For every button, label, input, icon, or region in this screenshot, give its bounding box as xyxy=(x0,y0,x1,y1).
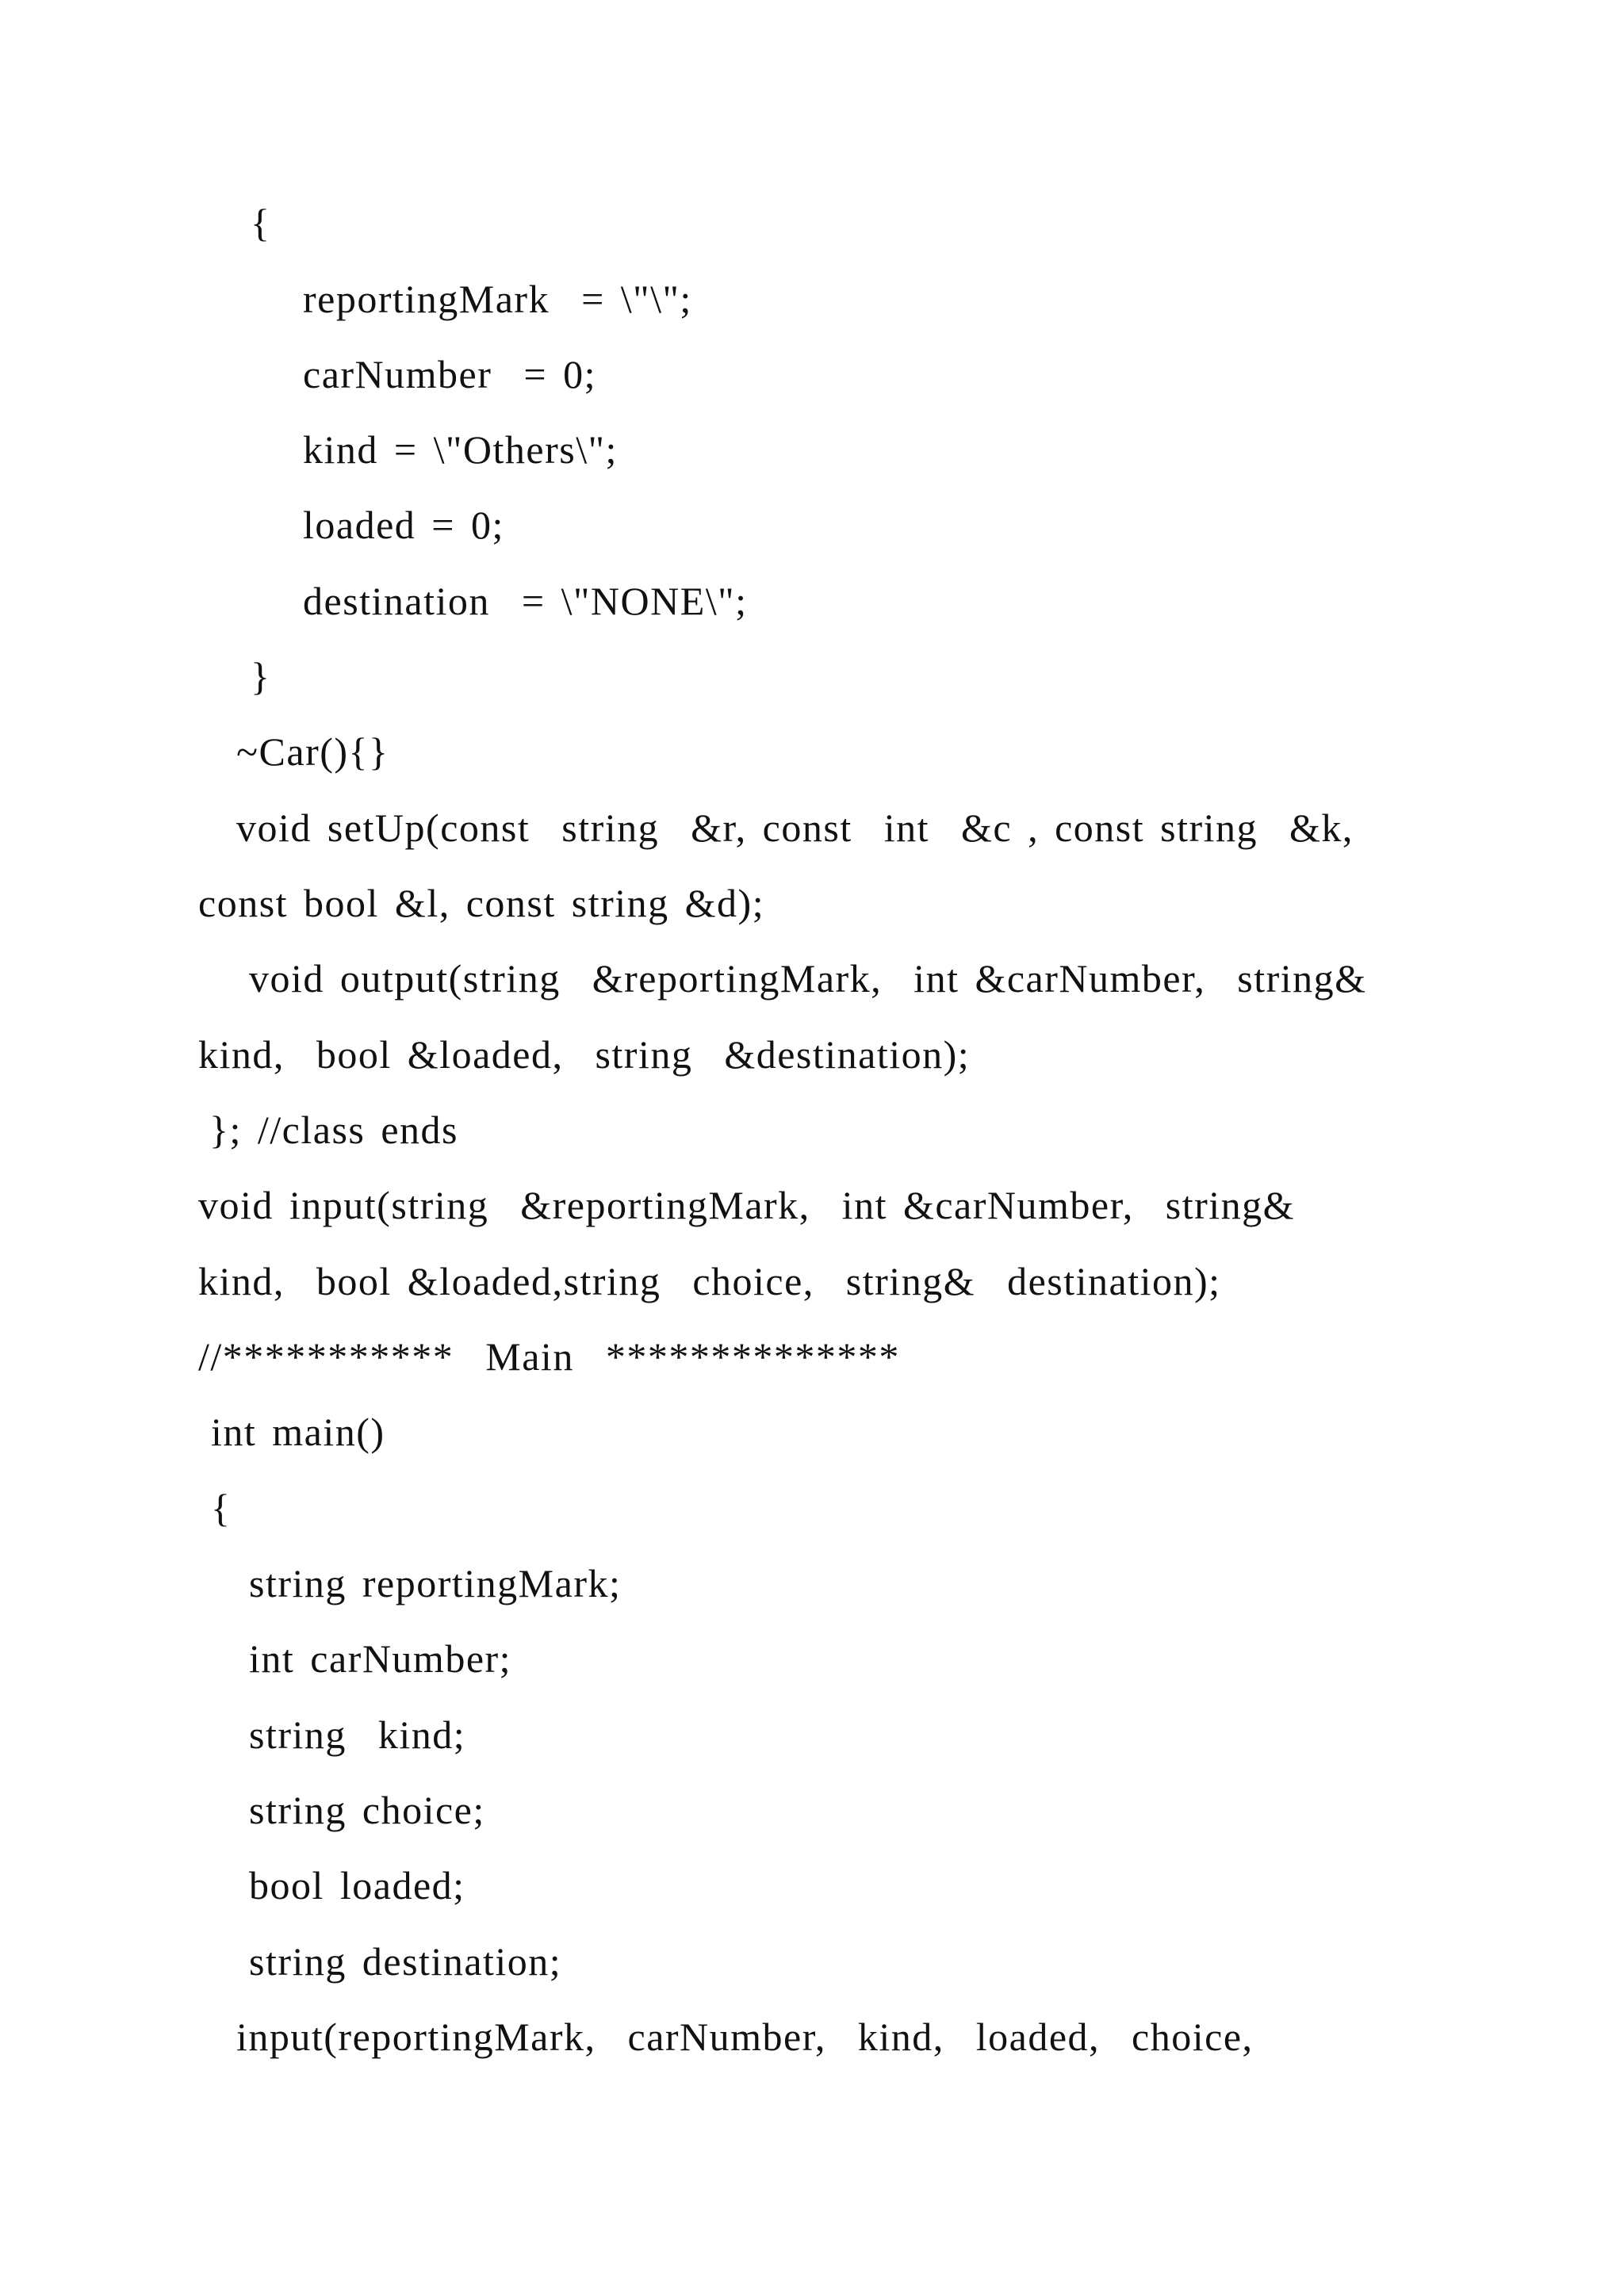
code-line: void output(string &reportingMark, int &carNumber, string& xyxy=(249,956,1367,1001)
code-line: loaded = 0; xyxy=(303,503,504,547)
code-line: bool loaded; xyxy=(249,1863,465,1908)
code-line: { xyxy=(251,201,271,245)
code-line: } xyxy=(251,654,271,698)
code-line: string destination; xyxy=(249,1939,562,1984)
code-line: }; //class ends xyxy=(209,1108,459,1152)
code-line: //*********** Main ************** xyxy=(198,1334,900,1379)
code-line: int main() xyxy=(211,1410,385,1454)
code-line: carNumber = 0; xyxy=(303,352,596,396)
code-line: string reportingMark; xyxy=(249,1561,622,1605)
code-line: void setUp(const string &r, const int &c , const string &k, xyxy=(236,806,1354,850)
code-line: const bool &l, const string &d); xyxy=(198,881,765,925)
code-line: input(reportingMark, carNumber, kind, loaded, choice, xyxy=(236,2015,1254,2059)
code-line: kind, bool &loaded,string choice, string& destination); xyxy=(198,1259,1221,1303)
code-line: ~Car(){} xyxy=(236,729,389,774)
code-line: kind = \"Others\"; xyxy=(303,427,618,472)
code-line: reportingMark = \"\"; xyxy=(303,277,692,321)
code-line: void input(string &reportingMark, int &carNumber, string& xyxy=(198,1183,1296,1227)
code-line: { xyxy=(211,1486,232,1530)
code-line: int carNumber; xyxy=(249,1636,512,1681)
code-line: string kind; xyxy=(249,1712,466,1757)
code-line: kind, bool &loaded, string &destination); xyxy=(198,1032,971,1077)
code-line: destination = \"NONE\"; xyxy=(303,579,748,623)
code-line: string choice; xyxy=(249,1788,485,1832)
